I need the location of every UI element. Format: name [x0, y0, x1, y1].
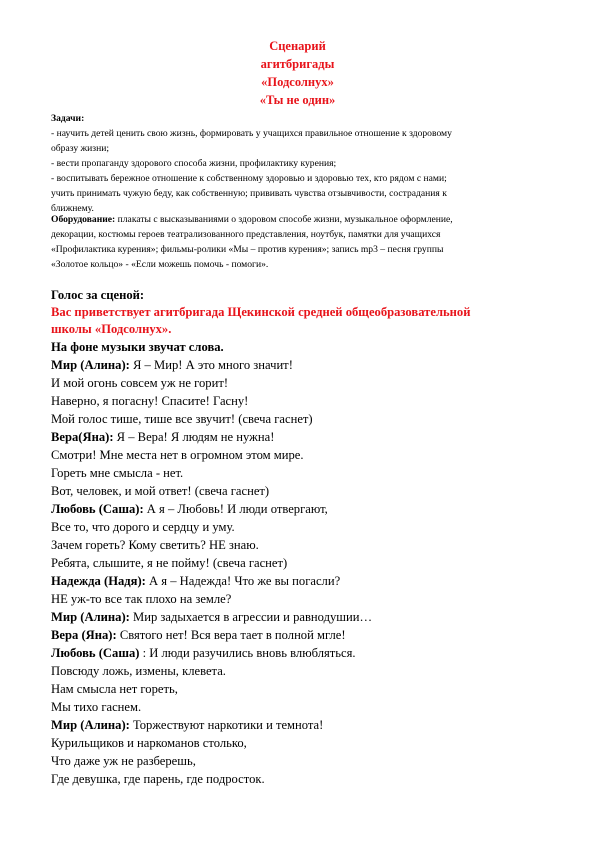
line-text: А я – Надежда! Что же вы погасли?	[145, 574, 341, 588]
script-line	[51, 717, 556, 734]
script-line	[51, 555, 556, 572]
line-text: НЕ уж-то все так плохо на земле?	[51, 592, 232, 606]
line-text: Где девушка, где парень, где подросток.	[51, 772, 265, 786]
line-text: Наверно, я погасну! Спасите! Гасну!	[51, 394, 249, 408]
equipment-text: плакаты с высказываниями о здоровом способе жизни, музыкальное оформление,	[115, 214, 453, 225]
script-line	[51, 429, 556, 446]
line-text: Нам смысла нет гореть,	[51, 682, 178, 696]
speaker: Любовь (Саша)	[51, 646, 140, 660]
greeting-line-2: школы «Подсолнух».	[51, 322, 172, 336]
voice-heading: Голос за сценой:	[51, 288, 145, 302]
script-line	[51, 645, 556, 662]
script-line	[51, 537, 556, 554]
script-line	[51, 375, 556, 392]
line-text: Я – Мир! А это много значит!	[129, 358, 293, 372]
line-text: Курильщиков и наркоманов столько,	[51, 736, 247, 750]
tasks-line: - вести пропаганду здорового способа жизни, профилактику курения;	[51, 158, 337, 169]
line-text: Вот, человек, и мой ответ! (свеча гаснет)	[51, 484, 270, 498]
script-line	[51, 735, 556, 752]
script-line	[51, 393, 556, 410]
tasks-line: учить принимать чужую беду, как собственную; прививать чувства отзывчивости, сострадания к	[51, 188, 447, 199]
line-text: Святого нет! Вся вера тает в полной мгле!	[116, 628, 346, 642]
title-line-3: «Подсолнух»	[261, 75, 334, 89]
line-text: Повсюду ложь, измены, клевета.	[51, 664, 226, 678]
music-note: На фоне музыки звучат слова.	[51, 340, 224, 354]
line-text: Торжествуют наркотики и темнота!	[129, 718, 324, 732]
speaker: Надежда (Надя):	[51, 574, 146, 588]
line-text: Ребята, слышите, я не пойму! (свеча гаснет)	[51, 556, 288, 570]
line-text: И мой огонь совсем уж не горит!	[51, 376, 229, 390]
line-text: Что даже уж не разберешь,	[51, 754, 196, 768]
speaker: Мир (Алина):	[51, 358, 130, 372]
script-line	[51, 501, 556, 518]
script-line	[51, 609, 556, 626]
script-line	[51, 483, 556, 500]
line-text: Я – Вера! Я людям не нужна!	[113, 430, 275, 444]
line-text: Мы тихо гаснем.	[51, 700, 142, 714]
script-line	[51, 519, 556, 536]
script-line	[51, 357, 556, 374]
line-text: : И люди разучились вновь влюбляться.	[139, 646, 356, 660]
equipment-line: декорации, костюмы героев театрализованного представления, ноутбук, памятки для учащихся	[51, 229, 441, 240]
script-line	[51, 573, 556, 590]
line-text: Зачем гореть? Кому светить? НЕ знаю.	[51, 538, 259, 552]
script-line	[51, 591, 556, 608]
title-line-1: Сценарий	[269, 39, 326, 53]
title-line-2: агитбригады	[260, 57, 335, 71]
speaker: Мир (Алина):	[51, 610, 130, 624]
script-line	[51, 699, 556, 716]
tasks-line: - воспитывать бережное отношение к собственному здоровью и здоровью тех, кто рядом с нами;	[51, 173, 447, 184]
line-text: Гореть мне смысла - нет.	[51, 466, 184, 480]
line-text: Смотри! Мне места нет в огромном этом мире.	[51, 448, 304, 462]
line-text: Мой голос тише, тише все звучит! (свеча гаснет)	[51, 412, 313, 426]
script-line	[51, 753, 556, 770]
script-line	[51, 771, 556, 788]
tasks-line: образу жизни;	[51, 143, 110, 154]
speaker: Мир (Алина):	[51, 718, 130, 732]
script-line	[51, 663, 556, 680]
title-line-4: «Ты не один»	[259, 93, 336, 107]
script-line	[51, 411, 556, 428]
script-line	[51, 447, 556, 464]
line-text: Мир задыхается в агрессии и равнодушии…	[129, 610, 373, 624]
tasks-heading: Задачи:	[51, 113, 85, 124]
script-line	[51, 465, 556, 482]
script-line	[51, 681, 556, 698]
equipment-label: Оборудование:	[51, 214, 116, 225]
speaker: Любовь (Саша):	[51, 502, 144, 516]
greeting-line-1: Вас приветствует агитбригада Щекинской средней общеобразовательной	[51, 305, 471, 319]
equipment-line: «Золотое кольцо» - «Если можешь помочь - помоги».	[51, 259, 269, 270]
equipment-line: «Профилактика курения»; фильмы-ролики «Мы – против курения»; запись mp3 – песня группы	[51, 244, 444, 255]
tasks-line: - научить детей ценить свою жизнь, формировать у учащихся правильное отношение к здоровому	[51, 128, 452, 139]
script-line	[51, 627, 556, 644]
line-text: Все то, что дорого и сердцу и уму.	[51, 520, 235, 534]
speaker: Вера (Яна):	[51, 628, 117, 642]
tasks-line: ближнему.	[51, 203, 94, 214]
speaker: Вера(Яна):	[51, 430, 114, 444]
equipment-line-1	[51, 212, 551, 228]
line-text: А я – Любовь! И люди отвергают,	[143, 502, 328, 516]
